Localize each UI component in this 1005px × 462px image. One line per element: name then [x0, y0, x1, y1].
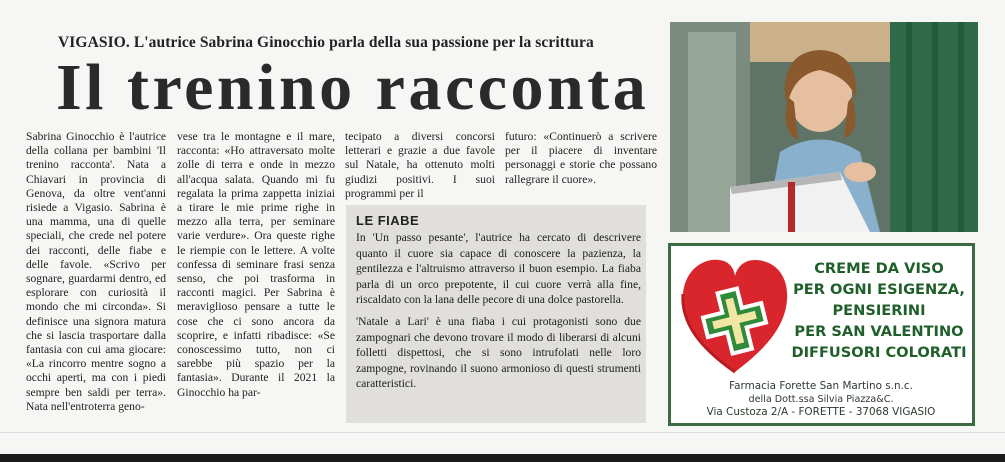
pharmacy-advertisement — [668, 243, 975, 426]
pharmacy-info — [671, 380, 971, 419]
column-text: Sabrina Ginocchio è l'autrice della collana per bambini 'Il trenino racconta'. Nata a Chiavari in provincia di Genova, da oltre vent'anni risiede a Vigasio. Sabrina è una mamma, una di quelle speciali, che crede nel potere dei racconti, delle fiabe e delle favole. «Scrivo per sognare, guardarmi dentro, ed esplorare con curiosità il mondo che mi circonda». Si definisce una signora matura che si lascia trasportare dalla fantasia con cui ama giocare: «La rincorro mentre sogno a occhi aperti, ma con i piedi sempre ben saldi per terra». Nata nell'entroterra geno- — [26, 130, 166, 413]
column-text: futuro: «Continuerò a scrivere per il piacere di inventare personaggi e storie che possano rallegrare il cuore». — [505, 130, 657, 186]
article-column-2 — [177, 130, 335, 400]
column-text: vese tra le montagne e il mare, racconta: «Ho attraversato molte zolle di terra e onde in mezzo all'acqua salata. Quando mi fu regalata la prima zappetta iniziai a tirare le mie prime righe in mezzo alla terra, per seminare varie verdure». Ora queste righe le riempie con le lettere. A volte confessa di seminare frasi senza senso, che poi trasforma in racconti magici. Per Sabrina è meraviglioso pensare a tutte le cose che ci sono ancora da scoprire, e infatti ribadisce: «Se conoscessimo tutto, non ci sarebbe più spazio per la fantasia». Durante il 2021 la Ginocchio ha par- — [177, 130, 335, 399]
ad-product-list — [789, 258, 969, 363]
ad-line-3: PENSIERINI — [832, 302, 926, 319]
author-photo-illustration — [670, 22, 978, 232]
box-paragraph-1: In 'Un passo pesante', l'autrice ha cercato di descrivere quanto il cuore sia capace di conoscere la pazienza, la gentilezza e l'altruismo attraverso il buon esempio. La fiaba parla di un orco prepotente, il cui cuore verrà alla fine, riscaldato con la lana delle pecore di una dolce pastorella. — [356, 231, 641, 307]
ad-line-5: DIFFUSORI COLORATI — [791, 344, 967, 361]
article-kicker: VIGASIO. L'autrice Sabrina Ginocchio parla della sua passione per la scrittura — [58, 34, 594, 51]
ad-line-4: PER SAN VALENTINO — [794, 323, 964, 340]
article-headline: Il trenino racconta — [56, 51, 650, 124]
heart-cross-logo — [679, 252, 791, 376]
article-column-1 — [26, 130, 166, 414]
ad-line-1: CREME DA VISO — [814, 260, 944, 277]
page-bottom-divider — [0, 432, 1005, 433]
page-bottom-bar — [0, 454, 1005, 462]
article-column-4 — [505, 130, 657, 187]
pharmacy-name: Farmacia Forette San Martino s.n.c. — [729, 380, 913, 392]
sidebar-box-fiabe — [346, 205, 646, 423]
box-title: LE FIABE — [356, 213, 420, 228]
column-text: tecipato a diversi concorsi letterari e grazie a due favole sul Natale, ha ottenuto molti giudizi positivi. I suoi programmi per il — [345, 130, 495, 200]
ad-line-2: PER OGNI ESIGENZA, — [793, 281, 965, 298]
pharmacy-owner: della Dott.ssa Silvia Piazza&C. — [748, 394, 894, 405]
article-column-3 — [345, 130, 495, 201]
pharmacy-address: Via Custoza 2/A - FORETTE - 37068 VIGASIO — [706, 406, 936, 418]
box-paragraph-2: 'Natale a Lari' è una fiaba i cui protagonisti sono due zampognari che devono trovare il modo di liberarsi di alcuni folletti dispettosi, che si sono intrufolati nelle loro zampogne, rovinando il suono armonioso di questi strumenti caratteristici. — [356, 314, 641, 391]
author-photo — [670, 22, 978, 232]
